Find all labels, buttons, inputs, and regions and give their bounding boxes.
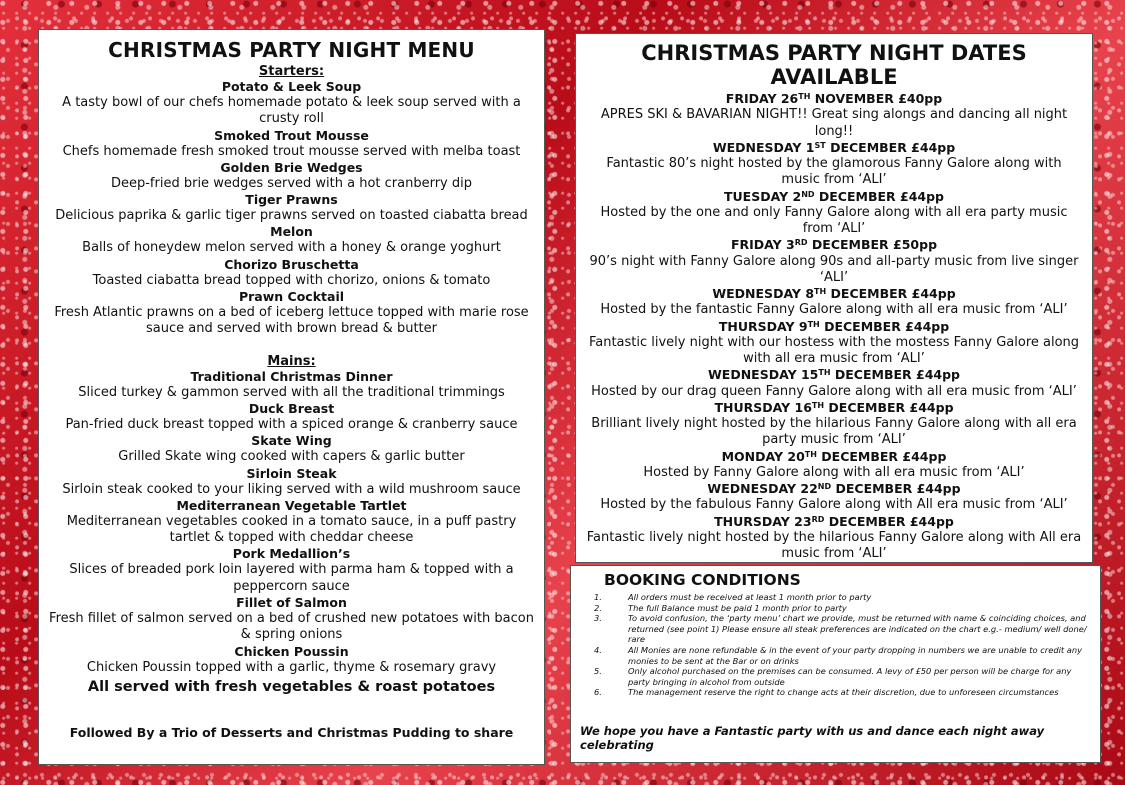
date-day: THURSDAY 23: [714, 513, 812, 529]
starter-item: [39, 192, 544, 224]
dates-panel: [575, 33, 1093, 563]
date-description: Hosted by the fabulous Fanny Galore along with All era music from ‘ALI’: [600, 497, 1068, 513]
dish-description: Fresh fillet of salmon served on a bed of crushed new potatoes with bacon & spring onions: [49, 611, 534, 643]
condition-number: 4.: [594, 644, 602, 655]
condition-item: [594, 603, 1088, 614]
date-heading: [576, 189, 1092, 205]
condition-item: [594, 645, 1088, 666]
date-entry: [576, 514, 1092, 563]
dish-name: Melon: [270, 224, 313, 240]
mains-heading: Mains:: [267, 353, 316, 369]
date-month-price: DECEMBER £44pp: [819, 318, 950, 334]
date-day: TUESDAY 2: [724, 188, 802, 204]
main-item: [39, 644, 544, 676]
date-month-price: DECEMBER £44pp: [831, 481, 961, 497]
date-day: WEDNESDAY 15: [708, 367, 819, 383]
date-ordinal: TH: [804, 449, 817, 459]
date-description: Fantastic 80’s night hosted by the glamorous Fanny Galore along with music from ‘ALI’: [606, 156, 1062, 188]
date-description: Hosted by the fantastic Fanny Galore along with all era music from ‘ALI’: [600, 302, 1068, 318]
date-description: 90’s night with Fanny Galore along 90s and all-party music from live singer ‘ALI’: [589, 253, 1079, 285]
date-ordinal: ST: [814, 140, 826, 150]
main-item: [39, 546, 544, 595]
date-entry: [576, 91, 1092, 140]
section-gap: [39, 338, 544, 354]
date-description: Hosted by Fanny Galore along with all era music from ‘ALI’: [643, 464, 1025, 480]
dish-name: Fillet of Salmon: [236, 595, 347, 611]
condition-text: The full Balance must be paid 1 month prior to party: [628, 602, 847, 613]
dish-name: Pork Medallion’s: [232, 546, 351, 562]
starter-item: [39, 289, 544, 338]
date-description: Fantastic lively night with our hostess with the mostess Fanny Galore along with all era music from ‘ALI’: [588, 334, 1080, 367]
date-entry: [576, 481, 1092, 514]
date-heading: [576, 140, 1092, 156]
starter-item: [39, 79, 544, 128]
condition-text: All orders must be received at least 1 month prior to party: [628, 592, 872, 602]
starter-item: [39, 224, 544, 256]
dish-name: Skate Wing: [251, 433, 332, 449]
booking-panel: [570, 565, 1101, 763]
date-ordinal: RD: [794, 238, 808, 248]
date-entry: [576, 319, 1092, 368]
date-entry: [576, 189, 1092, 238]
condition-number: 1.: [594, 592, 602, 602]
date-month-price: DECEMBER £44pp: [824, 399, 954, 415]
booking-title: BOOKING CONDITIONS: [604, 571, 801, 589]
dish-description: Chefs homemade fresh smoked trout mousse served with melba toast: [62, 143, 521, 159]
starters-heading: Starters:: [258, 64, 325, 79]
date-description: Fantastic lively night hosted by the hilarious Fanny Galore along with All era music from ‘ALI’: [586, 529, 1082, 562]
date-entry: [576, 367, 1092, 400]
all-served-note: All served with fresh vegetables & roast potatoes: [87, 678, 496, 695]
date-heading: [576, 319, 1092, 335]
date-day: THURSDAY 9: [718, 318, 808, 334]
dish-name: Prawn Cocktail: [238, 289, 345, 305]
dish-name: Chorizo Bruschetta: [224, 256, 359, 272]
date-entry: [576, 140, 1092, 189]
dish-name: Traditional Christmas Dinner: [190, 368, 393, 384]
condition-number: 3.: [594, 613, 602, 624]
date-month-price: DECEMBER £44pp: [816, 448, 947, 464]
date-description: APRES SKI & BAVARIAN NIGHT!! Great sing alongs and dancing all night long!!: [600, 107, 1068, 139]
main-item: [39, 466, 544, 498]
condition-item: [594, 613, 1088, 645]
date-day: FRIDAY 3: [730, 237, 795, 253]
dish-description: Grilled Skate wing cooked with capers & garlic butter: [118, 449, 465, 465]
dish-name: Golden Brie Wedges: [220, 159, 363, 175]
menu-title: CHRISTMAS PARTY NIGHT MENU: [108, 38, 475, 62]
condition-text: The management reserve the right to change acts at their discretion, due to unforeseen circumstances: [628, 687, 1059, 698]
date-ordinal: TH: [798, 92, 811, 101]
date-day: MONDAY 20: [721, 448, 805, 464]
main-item: [39, 401, 544, 433]
date-day: FRIDAY 26: [725, 91, 799, 106]
condition-item: [594, 592, 1088, 603]
dish-name: Chicken Poussin: [234, 643, 349, 659]
date-ordinal: RD: [811, 514, 825, 524]
starter-item: [39, 160, 544, 192]
main-item: [39, 433, 544, 465]
date-day: WEDNESDAY 22: [707, 481, 818, 497]
condition-number: 5.: [594, 666, 602, 677]
conditions-list: [571, 592, 1100, 698]
dish-name: Smoked Trout Mousse: [214, 127, 369, 143]
starter-item: [39, 128, 544, 160]
dish-description: Sliced turkey & gammon served with all the traditional trimmings: [78, 384, 505, 400]
date-ordinal: TH: [818, 368, 831, 378]
date-month-price: DECEMBER £44pp: [830, 367, 960, 383]
dish-name: Mediterranean Vegetable Tartlet: [176, 497, 407, 513]
dish-description: Fresh Atlantic prawns on a bed of iceberg lettuce topped with marie rose sauce and served with brown bread & butter: [54, 305, 529, 337]
closing-message: We hope you have a Fantastic party with us and dance each night away celebrating: [580, 724, 1045, 752]
main-item: [39, 595, 544, 644]
dish-description: Toasted ciabatta bread topped with chorizo, onions & tomato: [92, 272, 491, 288]
date-heading: [576, 400, 1092, 416]
dish-name: Duck Breast: [248, 400, 335, 416]
date-day: WEDNESDAY 8: [712, 286, 815, 302]
date-heading: [576, 514, 1092, 530]
date-heading: [576, 237, 1092, 253]
date-heading: [576, 367, 1092, 383]
date-heading: [576, 481, 1092, 497]
dish-name: Sirloin Steak: [246, 465, 337, 481]
dish-description: Slices of breaded pork loin layered with parma ham & topped with a peppercorn sauce: [69, 562, 514, 594]
dish-name: Potato & Leek Soup: [221, 79, 362, 94]
date-month-price: DECEMBER £44pp: [826, 286, 956, 302]
dish-description: Sirloin steak cooked to your liking served with a wild mushroom sauce: [62, 481, 521, 497]
date-ordinal: TH: [814, 287, 827, 297]
date-entry: [576, 449, 1092, 482]
dish-name: Tiger Prawns: [245, 192, 338, 208]
date-month-price: DECEMBER £44pp: [824, 513, 954, 529]
dish-description: Mediterranean vegetables cooked in a tomato sauce, in a puff pastry tartlet & topped with cheddar cheese: [66, 513, 517, 546]
main-item: [39, 369, 544, 401]
condition-item: [594, 666, 1088, 687]
date-month-price: NOVEMBER £40pp: [810, 91, 943, 106]
condition-number: 6.: [594, 687, 602, 698]
dates-list: [576, 91, 1092, 563]
starters-list: [39, 79, 544, 338]
date-description: Hosted by our drag queen Fanny Galore along with all era music from ‘ALI’: [591, 383, 1077, 399]
dish-description: Pan-fried duck breast topped with a spiced orange & cranberry sauce: [65, 416, 518, 432]
condition-item: [594, 687, 1088, 698]
date-ordinal: ND: [801, 189, 815, 199]
date-month-price: DECEMBER £44pp: [814, 188, 944, 204]
condition-text: All Monies are none refundable & in the event of your party dropping in numbers we are unable to credit any monies to be sent at the Bar or on drinks: [628, 644, 1083, 666]
date-ordinal: ND: [817, 482, 832, 492]
dish-description: Deep-fried brie wedges served with a hot cranberry dip: [110, 175, 473, 191]
date-month-price: DECEMBER £44pp: [825, 139, 956, 155]
menu-panel: [38, 29, 545, 765]
date-description: Hosted by the one and only Fanny Galore along with all era party music from ‘ALI’: [600, 204, 1068, 237]
mains-list: [39, 369, 544, 676]
desserts-note: Followed By a Trio of Desserts and Christmas Pudding to share: [69, 724, 514, 740]
date-ordinal: TH: [811, 400, 825, 410]
main-item: [39, 498, 544, 547]
dish-description: Balls of honeydew melon served with a honey & orange yoghurt: [82, 240, 501, 256]
date-entry: [576, 286, 1092, 319]
date-description: Brilliant lively night hosted by the hilarious Fanny Galore along with all era party music from ‘ALI’: [591, 416, 1077, 448]
dish-description: A tasty bowl of our chefs homemade potato & leek soup served with a crusty roll: [62, 95, 521, 127]
condition-text: To avoid confusion, the ‘party menu’ chart we provide, must be returned with name & coinciding choices, and returned (see point 1) Please ensure all steak preferences are indicated on the chart e.g.- medium/ well done/ rare: [628, 613, 1087, 645]
dates-title: CHRISTMAS PARTY NIGHT DATES AVAILABLE: [641, 41, 1027, 89]
condition-number: 2.: [594, 602, 602, 613]
date-ordinal: TH: [807, 319, 820, 329]
date-month-price: DECEMBER £50pp: [807, 237, 938, 253]
date-entry: [576, 237, 1092, 286]
dish-description: Delicious paprika & garlic tiger prawns served on toasted ciabatta bread: [55, 208, 528, 224]
date-day: WEDNESDAY 1: [712, 139, 815, 155]
date-heading: [576, 286, 1092, 302]
date-day: THURSDAY 16: [714, 399, 812, 415]
starter-item: [39, 257, 544, 289]
condition-text: Only alcohol purchased on the premises can be consumed. A levy of £50 per person will be charge for any party bringing in alcohol from outside: [628, 666, 1072, 687]
dish-description: Chicken Poussin topped with a garlic, thyme & rosemary gravy: [86, 659, 497, 675]
date-heading: [576, 91, 1092, 107]
date-entry: [576, 400, 1092, 449]
date-heading: [576, 449, 1092, 465]
